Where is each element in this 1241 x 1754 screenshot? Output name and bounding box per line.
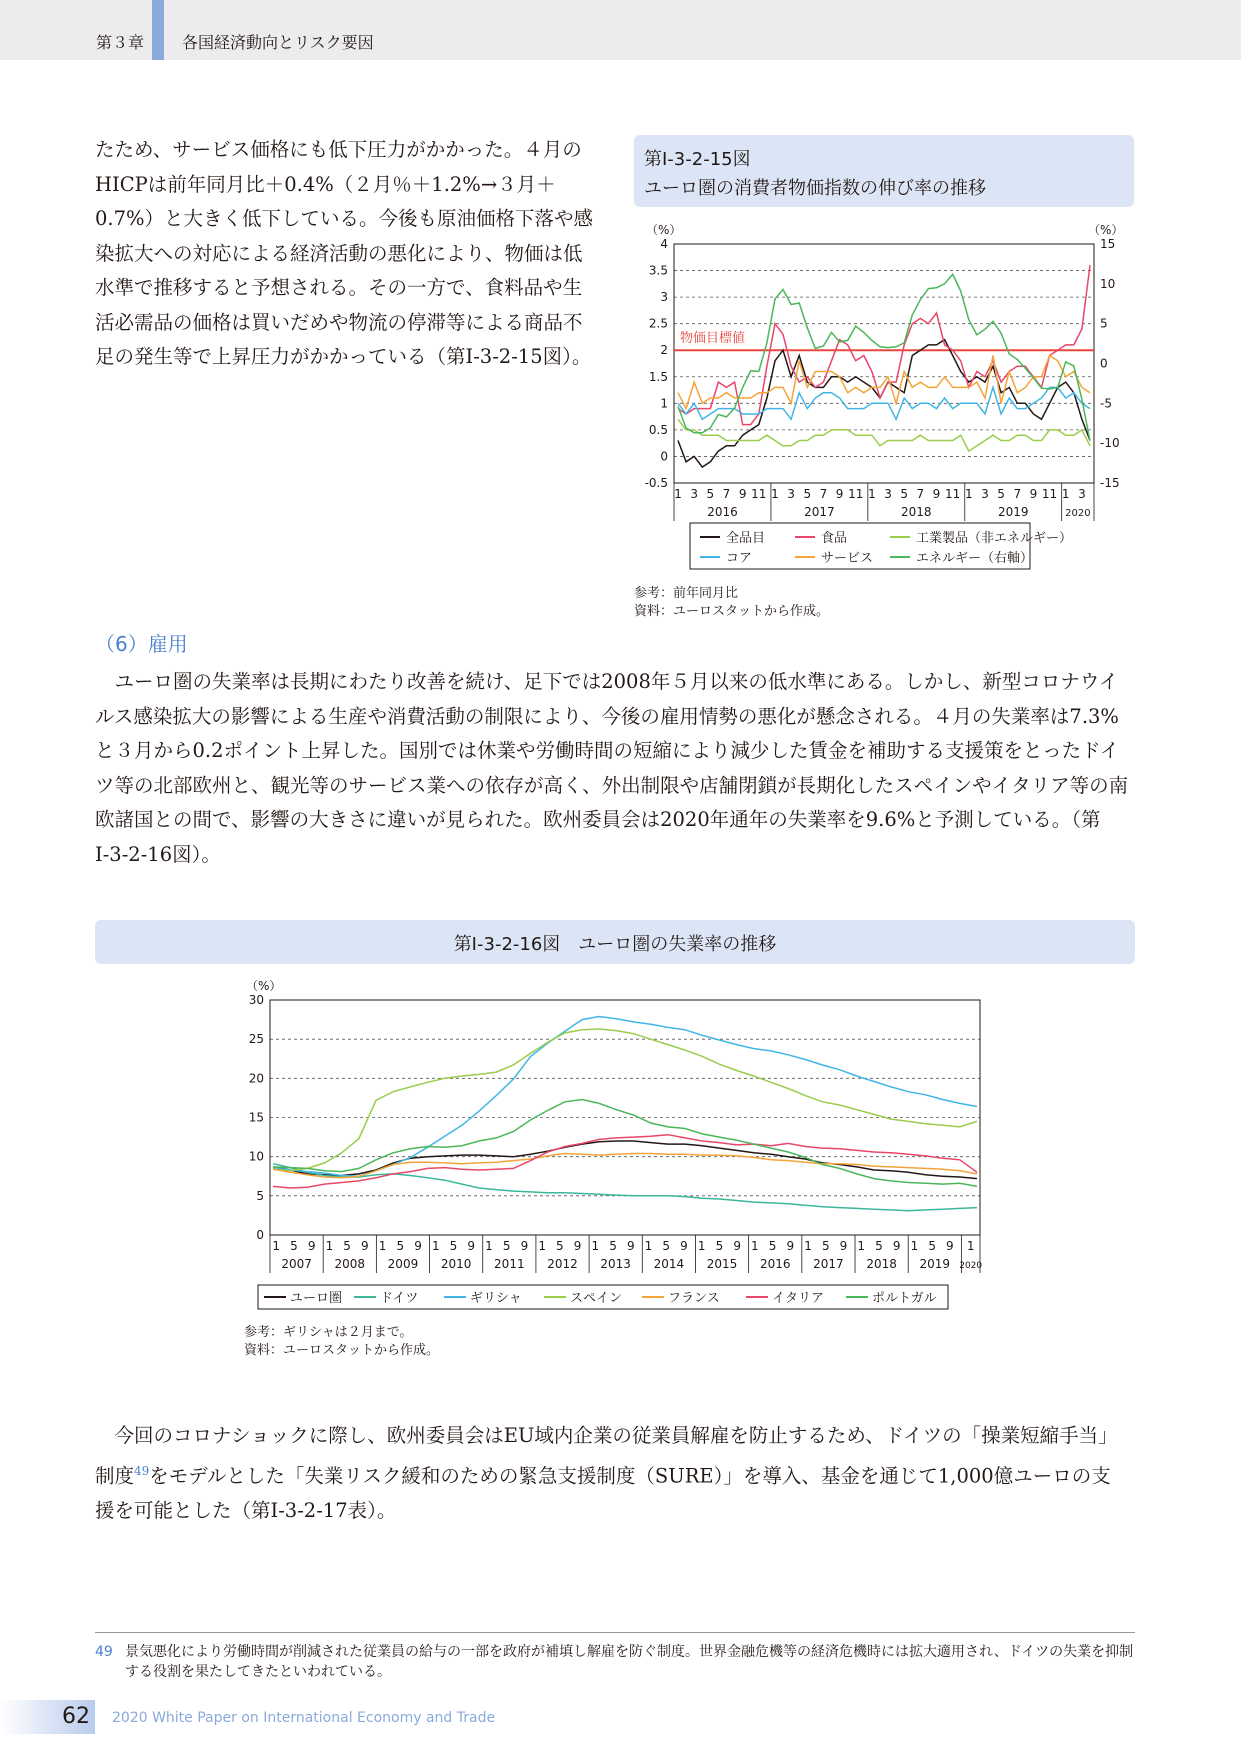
x-tick-label: 7 [1013,487,1022,501]
reference-line-label: 物価目標値 [680,331,746,347]
x-tick-label: 9 [835,487,844,501]
figure-16-title-box [95,920,1135,964]
x-tick-label: 11 [751,487,767,501]
section-heading: （6）雇用 [95,632,188,656]
series-line [273,1164,977,1211]
legend-label: エネルギー（右軸） [916,551,1034,566]
x-tick-label: 1 [857,1239,866,1253]
y2-tick-label: -15 [1100,476,1120,490]
y-tick-label: 30 [248,993,264,1007]
x-tick-label: 11 [848,487,864,501]
year-label: 2020 [1065,508,1091,519]
x-tick-label: 1 [697,1239,706,1253]
x-tick-label: 1 [325,1239,334,1253]
footnote-number: 49 [95,1644,113,1660]
y-tick-label: 0 [256,1228,264,1242]
y2-tick-label: 0 [1100,356,1108,371]
x-tick-label: 5 [343,1239,351,1253]
chart-unemployment [230,972,1010,1322]
y2-tick-label: 10 [1100,276,1116,291]
x-tick-label: 3 [981,487,989,501]
x-tick-label: 1 [591,1239,600,1253]
x-tick-label: 9 [467,1239,476,1253]
x-tick-label: 9 [738,487,747,501]
y-tick-label: 1 [660,396,668,411]
x-tick-label: 7 [722,487,731,501]
x-tick-label: 9 [892,1239,901,1253]
figure-15-title-box [634,135,1134,207]
x-tick-label: 9 [361,1239,369,1253]
y-tick-label: 20 [248,1071,264,1086]
x-tick-label: 9 [680,1239,688,1253]
paragraph-1: たため、サービス価格にも低下圧力がかかった。４月のHICPは前年同月比＋0.4%（２月％＋1.2%→３月＋0.7%）と大きく低下している。今後も原油価格下落や感染拡大への対応による経済活動の悪化により、物価は低水準で推移すると予想される。その一方で、食料品や生活必需品の価格は買いだめや物流の停滞等による商品不足の発生等で上昇圧力がかかっている（第Ⅰ-3-2-15図）。 [95,138,594,368]
y-tick-label: 5 [256,1188,264,1203]
legend-label: 食品 [821,531,848,546]
x-tick-label: 9 [946,1239,954,1253]
x-tick-label: 5 [502,1239,511,1253]
x-tick-label: 9 [786,1239,795,1253]
x-tick-label: 1 [964,487,973,501]
year-label: 2020 [959,1261,983,1271]
y-tick-label: 0.5 [648,422,668,437]
x-tick-label: 1 [751,1239,759,1253]
y-tick-label: 0 [660,449,668,464]
x-tick-label: 5 [290,1239,298,1253]
y-tick-label: -0.5 [644,476,668,490]
legend-label: 工業製品（非エネルギー） [916,531,1073,546]
x-tick-label: 3 [690,487,699,501]
x-tick-label: 3 [787,487,795,501]
figure-15-title: ユーロ圏の消費者物価指数の伸び率の推移 [644,178,986,199]
x-tick-label: 9 [1029,487,1038,501]
x-tick-label: 5 [715,1239,724,1253]
x-tick-label: 1 [868,487,876,501]
y-tick-label: 3.5 [648,263,668,278]
legend-label: ユーロ圏 [290,1291,343,1306]
x-tick-label: 5 [997,487,1005,501]
figure-15-note: 参考：前年同月比 [634,586,739,601]
y-tick-label: 1.5 [648,369,668,384]
year-label: 2018 [901,505,932,519]
year-label: 2018 [866,1257,897,1271]
legend-label: サービス [821,551,874,566]
y-axis-unit-right: （%） [1088,223,1124,237]
series-line [273,1100,977,1187]
year-label: 2015 [706,1257,738,1271]
series-line [273,1135,977,1188]
figure-15-label: 第Ⅰ-3-2-15図 [644,149,751,170]
x-tick-label: 3 [1078,487,1086,501]
x-tick-label: 1 [644,1239,653,1253]
year-label: 2019 [997,505,1029,519]
x-tick-label: 7 [819,487,828,501]
x-tick-label: 9 [932,487,941,501]
x-tick-label: 1 [804,1239,812,1253]
legend-label: フランス [668,1291,720,1306]
y2-tick-label: -10 [1100,436,1120,451]
x-tick-label: 1 [910,1239,919,1253]
chapter-label: 第３章 [96,33,145,52]
series-line [678,274,1090,441]
footnote-text: 景気悪化により労働時間が削減された従業員の給与の一部を政府が補填し解雇を防ぐ制度。世界金融危機等の経済危機時には拡大適用され、ドイツの失業を抑制する役割を果たしてきたといわれている。 [125,1644,1134,1680]
x-tick-label: 1 [485,1239,493,1253]
year-label: 2008 [334,1257,366,1271]
x-tick-label: 1 [272,1239,281,1253]
y-tick-label: 25 [248,1032,264,1047]
series-line [273,1141,977,1179]
figure-16-source: 資料：ユーロスタットから作成。 [244,1343,440,1358]
x-tick-label: 5 [821,1239,830,1253]
year-label: 2013 [600,1257,631,1271]
x-tick-label: 9 [626,1239,635,1253]
y-tick-label: 10 [248,1149,264,1164]
y2-tick-label: 5 [1100,316,1108,331]
x-tick-label: 1 [966,1239,975,1253]
x-tick-label: 5 [928,1239,936,1253]
x-tick-label: 1 [771,487,779,501]
series-line [678,356,1090,409]
x-tick-label: 5 [706,487,715,501]
x-tick-label: 5 [396,1239,405,1253]
plot-frame [674,244,1094,483]
figure-16-title: 第Ⅰ-3-2-16図 ユーロ圏の失業率の推移 [453,934,777,955]
y-tick-label: 3 [660,290,668,305]
chart-cpi [620,212,1140,582]
footnote-ref[interactable]: 49 [134,1463,150,1478]
y2-tick-label: -5 [1100,396,1112,411]
year-label: 2014 [653,1257,685,1271]
legend-label: 全品目 [726,531,766,546]
series-line [678,419,1090,451]
legend-label: ドイツ [380,1291,419,1306]
page-number: 62 [62,1704,90,1729]
x-tick-label: 9 [733,1239,741,1253]
year-label: 2009 [387,1257,419,1271]
paragraph-2: ユーロ圏の失業率は長期にわたり改善を続け、足下では2008年５月以来の低水準にある。しかし、新型コロナウイルス感染拡大の影響による生産や消費活動の制限により、今後の雇用情勢の悪化が懸念される。４月の失業率は7.3%と３月から0.2ポイント上昇した。国別では休業や労働時間の短縮により減少した賃金を補助する支援策をとったドイツ等の北部欧州と、観光等のサービス業への依存が高く、外出制限や店舗閉鎖が長期化したスペインやイタリア等の南欧諸国との間で、影響の大きさに違いが見られた。欧州委員会は2020年通年の失業率を9.6%と予測している。（第Ⅰ-3-2-16図）。 [95,670,1129,866]
figure-16-note: 参考：ギリシャは２月まで。 [244,1325,413,1340]
y-axis-unit: （%） [246,979,282,993]
year-label: 2011 [494,1257,525,1271]
header-accent [152,0,164,60]
x-tick-label: 5 [900,487,909,501]
legend-label: スペイン [570,1291,623,1306]
x-tick-label: 1 [538,1239,546,1253]
x-tick-label: 1 [431,1239,440,1253]
footer-title: 2020 White Paper on International Economy and Trade [112,1710,496,1726]
y-tick-label: 4 [660,237,668,251]
x-tick-label: 9 [414,1239,422,1253]
year-label: 2007 [281,1257,312,1271]
year-label: 2017 [813,1257,844,1271]
series-line [273,1029,977,1171]
x-tick-label: 5 [609,1239,617,1253]
x-tick-label: 9 [307,1239,316,1253]
x-tick-label: 5 [875,1239,883,1253]
y-tick-label: 15 [248,1110,264,1125]
x-tick-label: 1 [378,1239,387,1253]
figure-15-source: 資料：ユーロスタットから作成。 [634,604,830,619]
x-tick-label: 5 [556,1239,564,1253]
x-tick-label: 9 [573,1239,582,1253]
x-tick-label: 5 [449,1239,458,1253]
x-tick-label: 5 [803,487,812,501]
x-tick-label: 1 [1061,487,1070,501]
x-tick-label: 9 [839,1239,848,1253]
chapter-title: 各国経済動向とリスク要因 [182,33,374,52]
y-tick-label: 2 [660,343,668,358]
x-tick-label: 11 [1041,487,1058,501]
year-label: 2012 [547,1257,578,1271]
x-tick-label: 9 [520,1239,529,1253]
legend-label: ギリシャ [470,1291,522,1306]
paragraph-3-text-b: をモデルとした「失業リスク緩和のための緊急支援制度（SURE）」を導入、基金を通じて1,000億ユーロの支援を可能とした（第Ⅰ-3-2-17表）。 [95,1464,1111,1522]
x-tick-label: 1 [674,487,682,501]
year-label: 2017 [804,505,835,519]
year-label: 2016 [707,505,738,519]
x-tick-label: 5 [768,1239,777,1253]
footnote-divider [95,1632,1135,1633]
legend-label: イタリア [772,1291,825,1306]
y-axis-unit-left: （%） [646,223,682,237]
year-label: 2010 [440,1257,472,1271]
paragraph-3 [95,1419,1130,1528]
legend-label: ポルトガル [872,1291,937,1306]
legend-label: コア [726,551,753,566]
year-label: 2016 [759,1257,791,1271]
x-tick-label: 11 [945,487,961,501]
y2-tick-label: 15 [1100,237,1116,251]
x-tick-label: 5 [662,1239,671,1253]
x-tick-label: 3 [884,487,892,501]
paragraph-3-text-a: 今回のコロナショックに際し、欧州委員会はEU域内企業の従業員解雇を防止するため、ドイツの「操業短縮手当」制度 [95,1424,1118,1487]
year-label: 2019 [919,1257,951,1271]
y-tick-label: 2.5 [648,316,668,331]
x-tick-label: 7 [916,487,925,501]
